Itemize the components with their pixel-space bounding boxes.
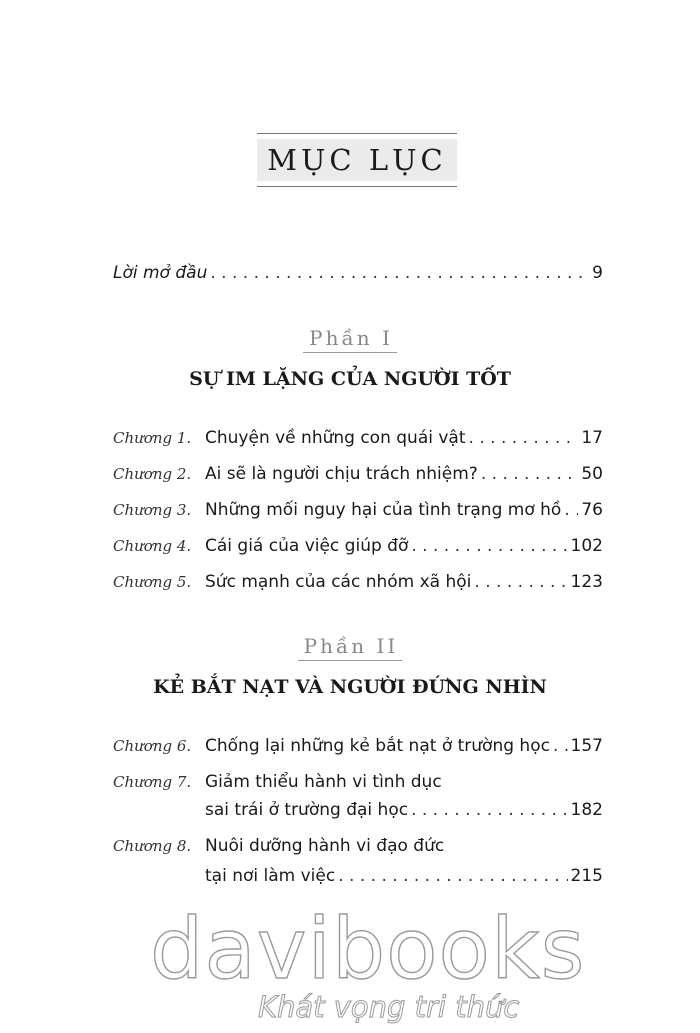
toc-page-number: 76: [581, 500, 603, 520]
part-label-1: Phần I: [0, 326, 700, 350]
leader-dots: [481, 464, 579, 484]
toc-title: MỤC LỤC: [257, 139, 457, 181]
toc-entry-text: Chống lại những kẻ bắt nạt ở trường học: [205, 736, 550, 756]
toc-entry-chapter-6[interactable]: [113, 736, 603, 762]
toc-entry-text: Ai sẽ là người chịu trách nhiệm?: [205, 464, 478, 484]
toc-page-number: 50: [581, 464, 603, 484]
toc-page-number: 102: [570, 536, 603, 556]
toc-entry-text: Lời mở đầu: [113, 263, 208, 283]
watermark-brand: davibooks: [150, 900, 586, 998]
part-title-2: KẺ BẮT NẠT VÀ NGƯỜI ĐỨNG NHÌN: [153, 676, 547, 698]
toc-entry-chapter-7[interactable]: [113, 772, 603, 798]
toc-entry-text: Cái giá của việc giúp đỡ: [205, 536, 409, 556]
chapter-label: Chương 4.: [113, 537, 192, 555]
toc-entry-chapter-8[interactable]: [113, 836, 603, 862]
toc-entry-chapter-2[interactable]: [113, 464, 603, 490]
toc-page-number: 157: [570, 736, 603, 756]
toc-entry-chapter-8-cont[interactable]: [205, 866, 603, 892]
toc-entry-text: Nuôi dưỡng hành vi đạo đức: [205, 836, 445, 856]
chapter-label: Chương 3.: [113, 501, 192, 519]
toc-entry-chapter-4[interactable]: [113, 536, 603, 562]
leader-dots: [338, 866, 567, 886]
chapter-label: Chương 2.: [113, 465, 192, 483]
toc-page-number: 17: [581, 428, 603, 448]
leader-dots: [553, 736, 568, 756]
toc-page-number: 123: [570, 572, 603, 592]
toc-entry-chapter-1[interactable]: [113, 428, 603, 454]
toc-entry-intro[interactable]: [113, 263, 603, 289]
toc-entry-chapter-3[interactable]: [113, 500, 603, 526]
toc-entry-text-cont: sai trái ở trường đại học: [205, 800, 409, 820]
leader-dots: [469, 428, 579, 448]
toc-page-number: 9: [592, 263, 603, 283]
chapter-label: Chương 5.: [113, 573, 192, 591]
toc-title-box: [257, 133, 457, 187]
part-label-2: Phần II: [0, 634, 700, 658]
toc-entry-chapter-7-cont[interactable]: [205, 800, 603, 826]
toc-page-number: 215: [570, 866, 603, 886]
toc-entry-text-cont: tại nơi làm việc: [205, 866, 336, 886]
toc-page-number: 182: [570, 800, 603, 820]
chapter-label: Chương 7.: [113, 773, 192, 791]
chapter-label: Chương 6.: [113, 737, 192, 755]
leader-dots: [411, 800, 567, 820]
leader-dots: [564, 500, 578, 520]
toc-entry-text: Giảm thiểu hành vi tình dục: [205, 772, 442, 792]
watermark-slogan: Khát vọng tri thức: [258, 990, 520, 1024]
leader-dots: [210, 263, 589, 283]
leader-dots: [411, 536, 567, 556]
toc-entry-text: Chuyện về những con quái vật: [205, 428, 466, 448]
toc-entry-text: Sức mạnh của các nhóm xã hội: [205, 572, 472, 592]
part-title-1: SỰ IM LẶNG CỦA NGƯỜI TỐT: [189, 368, 511, 390]
toc-entry-chapter-5[interactable]: [113, 572, 603, 598]
toc-entry-text: Những mối nguy hại của tình trạng mơ hồ: [205, 500, 562, 520]
chapter-label: Chương 8.: [113, 837, 192, 855]
chapter-label: Chương 1.: [113, 429, 192, 447]
leader-dots: [474, 572, 567, 592]
